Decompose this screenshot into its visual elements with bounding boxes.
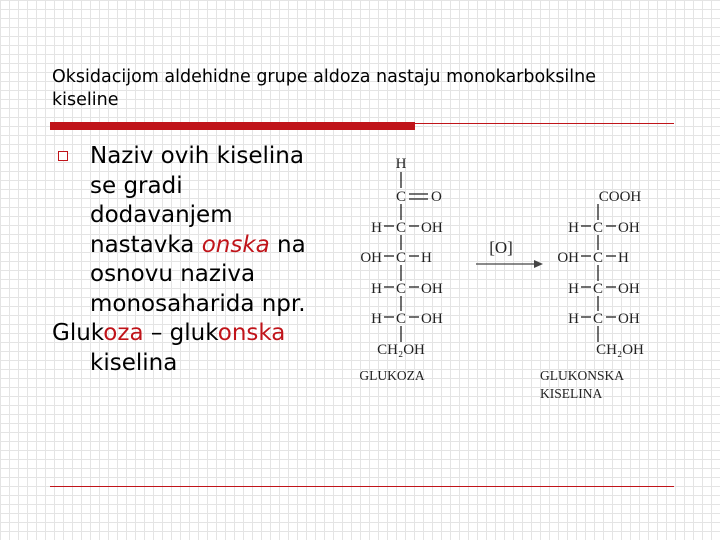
example-line [52,319,352,349]
bullet-line [52,231,352,261]
carbon: C [395,311,407,327]
substituent-left: H [371,311,382,327]
carbon: C [395,220,407,236]
oxidant-label: [O] [489,238,513,257]
substituent-right: OH [618,281,640,297]
substituent-right: OH [421,220,443,236]
compound-name: GLUKOZA [359,368,425,383]
aldehyde-h: H [395,156,407,172]
carbon: C [592,220,604,236]
substituent-right: OH [618,220,640,236]
substituent-left: H [568,220,579,236]
substituent-left: OH [360,250,382,266]
substituent-right: OH [421,281,443,297]
example-highlight: onska [217,320,286,346]
bullet-line: dodavanjem [90,202,233,228]
bullet-line: osnovu naziva [90,261,256,287]
gluconic-acid-structure [540,189,644,401]
bullet-line: Naziv ovih kiselina [90,143,304,169]
substituent-left: H [371,281,382,297]
substituent-left: H [568,281,579,297]
bullet-line: kiselina [90,349,178,376]
substituent-right: H [421,250,432,266]
footer-rule [50,486,674,487]
carbon: C [592,311,604,327]
carbon: C [395,281,407,297]
substituent-left: H [568,311,579,327]
bullet-text: na [269,231,306,258]
example-text: Gluk [52,320,104,346]
compound-name: KISELINA [540,386,603,401]
substituent-right: OH [421,311,443,327]
substituent-left: OH [557,250,579,266]
bullet-line: se gradi [90,172,183,199]
carbon: C [592,250,604,266]
suffix-emphasis: onska [201,231,270,258]
compound-name: GLUKONSKA [540,368,624,383]
carboxyl-group: COOH [598,189,642,205]
example-text: – gluk [143,320,218,346]
bullet-paragraph [52,142,352,378]
carbon: C [395,250,407,266]
title-accent-bar [50,122,415,130]
bullet-text: nastavka [90,231,202,258]
carbonyl-carbon: C [395,189,407,205]
carbon: C [592,281,604,297]
substituent-right: H [618,250,629,266]
terminal-group: CH₂OH [596,342,644,358]
carbonyl-oxygen: O [431,189,442,205]
oxidation-reaction-diagram [348,150,678,410]
substituent-left: H [371,220,382,236]
terminal-group: CH₂OH [377,342,425,358]
glucose-structure [359,156,442,383]
substituent-right: OH [618,311,640,327]
arrowhead-icon [534,260,543,268]
example-highlight: oza [103,320,144,346]
reaction-arrow [476,238,543,268]
slide-title: Oksidacijom aldehidne grupe aldoza nastaju monokarboksilne kiseline [52,67,597,110]
bullet-line: monosaharida npr. [90,290,306,317]
